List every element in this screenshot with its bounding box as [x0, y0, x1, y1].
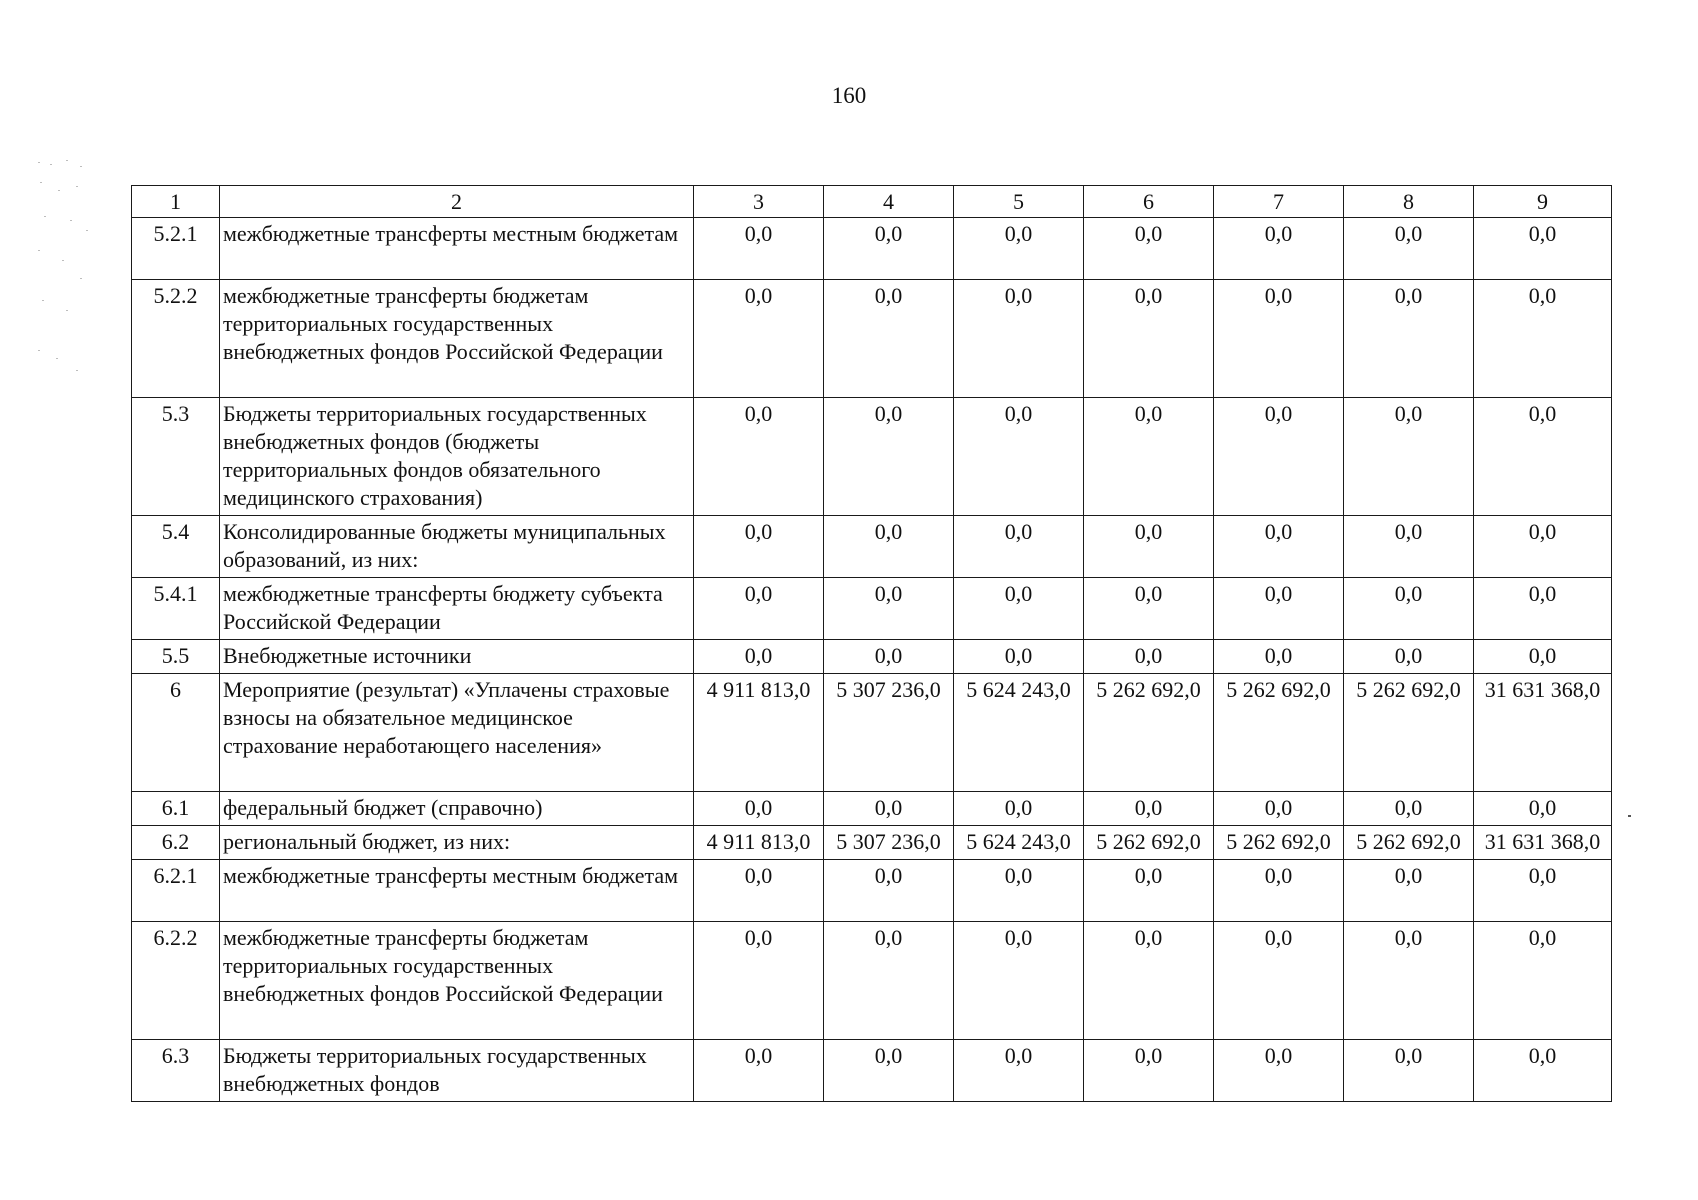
- row-code: 5.2.2: [132, 280, 220, 398]
- row-value: 0,0: [1214, 218, 1344, 280]
- table-row: [132, 922, 1612, 1040]
- row-value: 5 262 692,0: [1084, 674, 1214, 792]
- row-value: 0,0: [954, 1040, 1084, 1102]
- row-value: 0,0: [954, 516, 1084, 578]
- row-value: 0,0: [1084, 792, 1214, 826]
- row-value: 0,0: [1474, 640, 1612, 674]
- row-value: 0,0: [1474, 792, 1612, 826]
- row-value: 0,0: [1344, 640, 1474, 674]
- table-row: [132, 218, 1612, 280]
- row-code: 6.2: [132, 826, 220, 860]
- row-value: 0,0: [1084, 516, 1214, 578]
- column-header: 4: [824, 186, 954, 218]
- row-value: 0,0: [1344, 792, 1474, 826]
- page-number: 160: [831, 83, 867, 108]
- row-value: 0,0: [694, 280, 824, 398]
- row-value: 0,0: [1344, 578, 1474, 640]
- row-value: 0,0: [824, 1040, 954, 1102]
- row-name: Бюджеты территориальных государственных внебюджетных фондов (бюджеты территориальных фондов обязательного медицинского страхования): [220, 398, 694, 516]
- row-name: межбюджетные трансферты местным бюджетам: [220, 860, 694, 922]
- scan-specks: [36, 160, 96, 380]
- row-value: 0,0: [1474, 860, 1612, 922]
- row-name: межбюджетные трансферты бюджетам территориальных государственных внебюджетных фондов Российской Федерации: [220, 922, 694, 1040]
- row-code: 5.2.1: [132, 218, 220, 280]
- row-value: 0,0: [1474, 1040, 1612, 1102]
- row-value: 0,0: [824, 516, 954, 578]
- row-value: 0,0: [954, 792, 1084, 826]
- column-header: 3: [694, 186, 824, 218]
- table-row: [132, 578, 1612, 640]
- row-name: межбюджетные трансферты местным бюджетам: [220, 218, 694, 280]
- row-code: 6: [132, 674, 220, 792]
- row-value: 5 624 243,0: [954, 674, 1084, 792]
- budget-table: [131, 185, 1612, 1102]
- row-code: 6.1: [132, 792, 220, 826]
- row-value: 0,0: [1344, 1040, 1474, 1102]
- row-code: 6.2.2: [132, 922, 220, 1040]
- row-value: 0,0: [1084, 398, 1214, 516]
- row-name: Консолидированные бюджеты муниципальных образований, из них:: [220, 516, 694, 578]
- row-value: 0,0: [1344, 218, 1474, 280]
- row-value: 0,0: [1084, 860, 1214, 922]
- row-value: 0,0: [1214, 1040, 1344, 1102]
- row-value: 0,0: [954, 860, 1084, 922]
- row-value: 0,0: [1084, 640, 1214, 674]
- row-value: 0,0: [954, 578, 1084, 640]
- row-value: 0,0: [1474, 516, 1612, 578]
- row-value: 0,0: [1474, 218, 1612, 280]
- table-header-row: [132, 186, 1612, 218]
- column-header: 2: [220, 186, 694, 218]
- row-value: 0,0: [1344, 516, 1474, 578]
- table-row: [132, 516, 1612, 578]
- row-value: 5 262 692,0: [1344, 674, 1474, 792]
- table-row: [132, 792, 1612, 826]
- column-header: 8: [1344, 186, 1474, 218]
- row-code: 5.4.1: [132, 578, 220, 640]
- table-row: [132, 860, 1612, 922]
- table-row: [132, 826, 1612, 860]
- row-value: 5 624 243,0: [954, 826, 1084, 860]
- table-body: [132, 218, 1612, 1102]
- row-code: 5.5: [132, 640, 220, 674]
- row-value: 0,0: [824, 792, 954, 826]
- row-code: 6.3: [132, 1040, 220, 1102]
- row-value: 0,0: [1214, 280, 1344, 398]
- row-value: 0,0: [694, 860, 824, 922]
- row-value: 0,0: [1214, 516, 1344, 578]
- row-value: 0,0: [694, 398, 824, 516]
- row-value: 0,0: [694, 578, 824, 640]
- column-header: 6: [1084, 186, 1214, 218]
- row-value: 0,0: [824, 218, 954, 280]
- row-name: региональный бюджет, из них:: [220, 826, 694, 860]
- row-name: Бюджеты территориальных государственных внебюджетных фондов: [220, 1040, 694, 1102]
- row-code: 5.3: [132, 398, 220, 516]
- row-value: 0,0: [1214, 860, 1344, 922]
- row-value: 0,0: [694, 640, 824, 674]
- column-header: 7: [1214, 186, 1344, 218]
- row-value: 0,0: [1214, 922, 1344, 1040]
- row-value: 0,0: [1214, 640, 1344, 674]
- row-value: 5 262 692,0: [1084, 826, 1214, 860]
- row-value: 5 262 692,0: [1214, 826, 1344, 860]
- row-value: 4 911 813,0: [694, 826, 824, 860]
- column-header: 5: [954, 186, 1084, 218]
- row-value: 0,0: [954, 280, 1084, 398]
- row-value: 0,0: [694, 1040, 824, 1102]
- scan-speck: [1628, 815, 1631, 817]
- table-row: [132, 398, 1612, 516]
- row-value: 0,0: [1084, 280, 1214, 398]
- column-header: 9: [1474, 186, 1612, 218]
- row-value: 0,0: [1214, 578, 1344, 640]
- row-value: 0,0: [1474, 578, 1612, 640]
- row-value: 0,0: [824, 280, 954, 398]
- row-value: 0,0: [954, 640, 1084, 674]
- row-value: 0,0: [1344, 280, 1474, 398]
- row-value: 0,0: [954, 922, 1084, 1040]
- row-value: 0,0: [1214, 792, 1344, 826]
- row-value: 0,0: [1084, 218, 1214, 280]
- row-value: 5 262 692,0: [1214, 674, 1344, 792]
- table-row: [132, 674, 1612, 792]
- row-value: 0,0: [824, 640, 954, 674]
- row-code: 5.4: [132, 516, 220, 578]
- row-name: Мероприятие (результат) «Уплачены страховые взносы на обязательное медицинское страхование неработающего населения»: [220, 674, 694, 792]
- row-name: межбюджетные трансферты бюджетам территориальных государственных внебюджетных фондов Российской Федерации: [220, 280, 694, 398]
- row-value: 0,0: [1344, 860, 1474, 922]
- row-value: 31 631 368,0: [1474, 674, 1612, 792]
- row-value: 31 631 368,0: [1474, 826, 1612, 860]
- row-value: 0,0: [1474, 280, 1612, 398]
- row-value: 5 262 692,0: [1344, 826, 1474, 860]
- row-name: федеральный бюджет (справочно): [220, 792, 694, 826]
- row-value: 5 307 236,0: [824, 674, 954, 792]
- column-header: 1: [132, 186, 220, 218]
- row-value: 0,0: [1084, 578, 1214, 640]
- row-value: 0,0: [1214, 398, 1344, 516]
- row-value: 0,0: [694, 218, 824, 280]
- row-code: 6.2.1: [132, 860, 220, 922]
- row-name: межбюджетные трансферты бюджету субъекта Российской Федерации: [220, 578, 694, 640]
- row-value: 0,0: [1084, 922, 1214, 1040]
- row-value: 0,0: [694, 792, 824, 826]
- row-value: 0,0: [1474, 922, 1612, 1040]
- row-value: 5 307 236,0: [824, 826, 954, 860]
- table-row: [132, 1040, 1612, 1102]
- table-row: [132, 640, 1612, 674]
- row-value: 0,0: [694, 516, 824, 578]
- table-row: [132, 280, 1612, 398]
- row-value: 0,0: [824, 860, 954, 922]
- row-name: Внебюджетные источники: [220, 640, 694, 674]
- row-value: 0,0: [824, 578, 954, 640]
- row-value: 0,0: [694, 922, 824, 1040]
- row-value: 0,0: [1084, 1040, 1214, 1102]
- row-value: 0,0: [824, 922, 954, 1040]
- row-value: 0,0: [954, 398, 1084, 516]
- row-value: 4 911 813,0: [694, 674, 824, 792]
- row-value: 0,0: [1344, 922, 1474, 1040]
- row-value: 0,0: [954, 218, 1084, 280]
- row-value: 0,0: [824, 398, 954, 516]
- row-value: 0,0: [1344, 398, 1474, 516]
- row-value: 0,0: [1474, 398, 1612, 516]
